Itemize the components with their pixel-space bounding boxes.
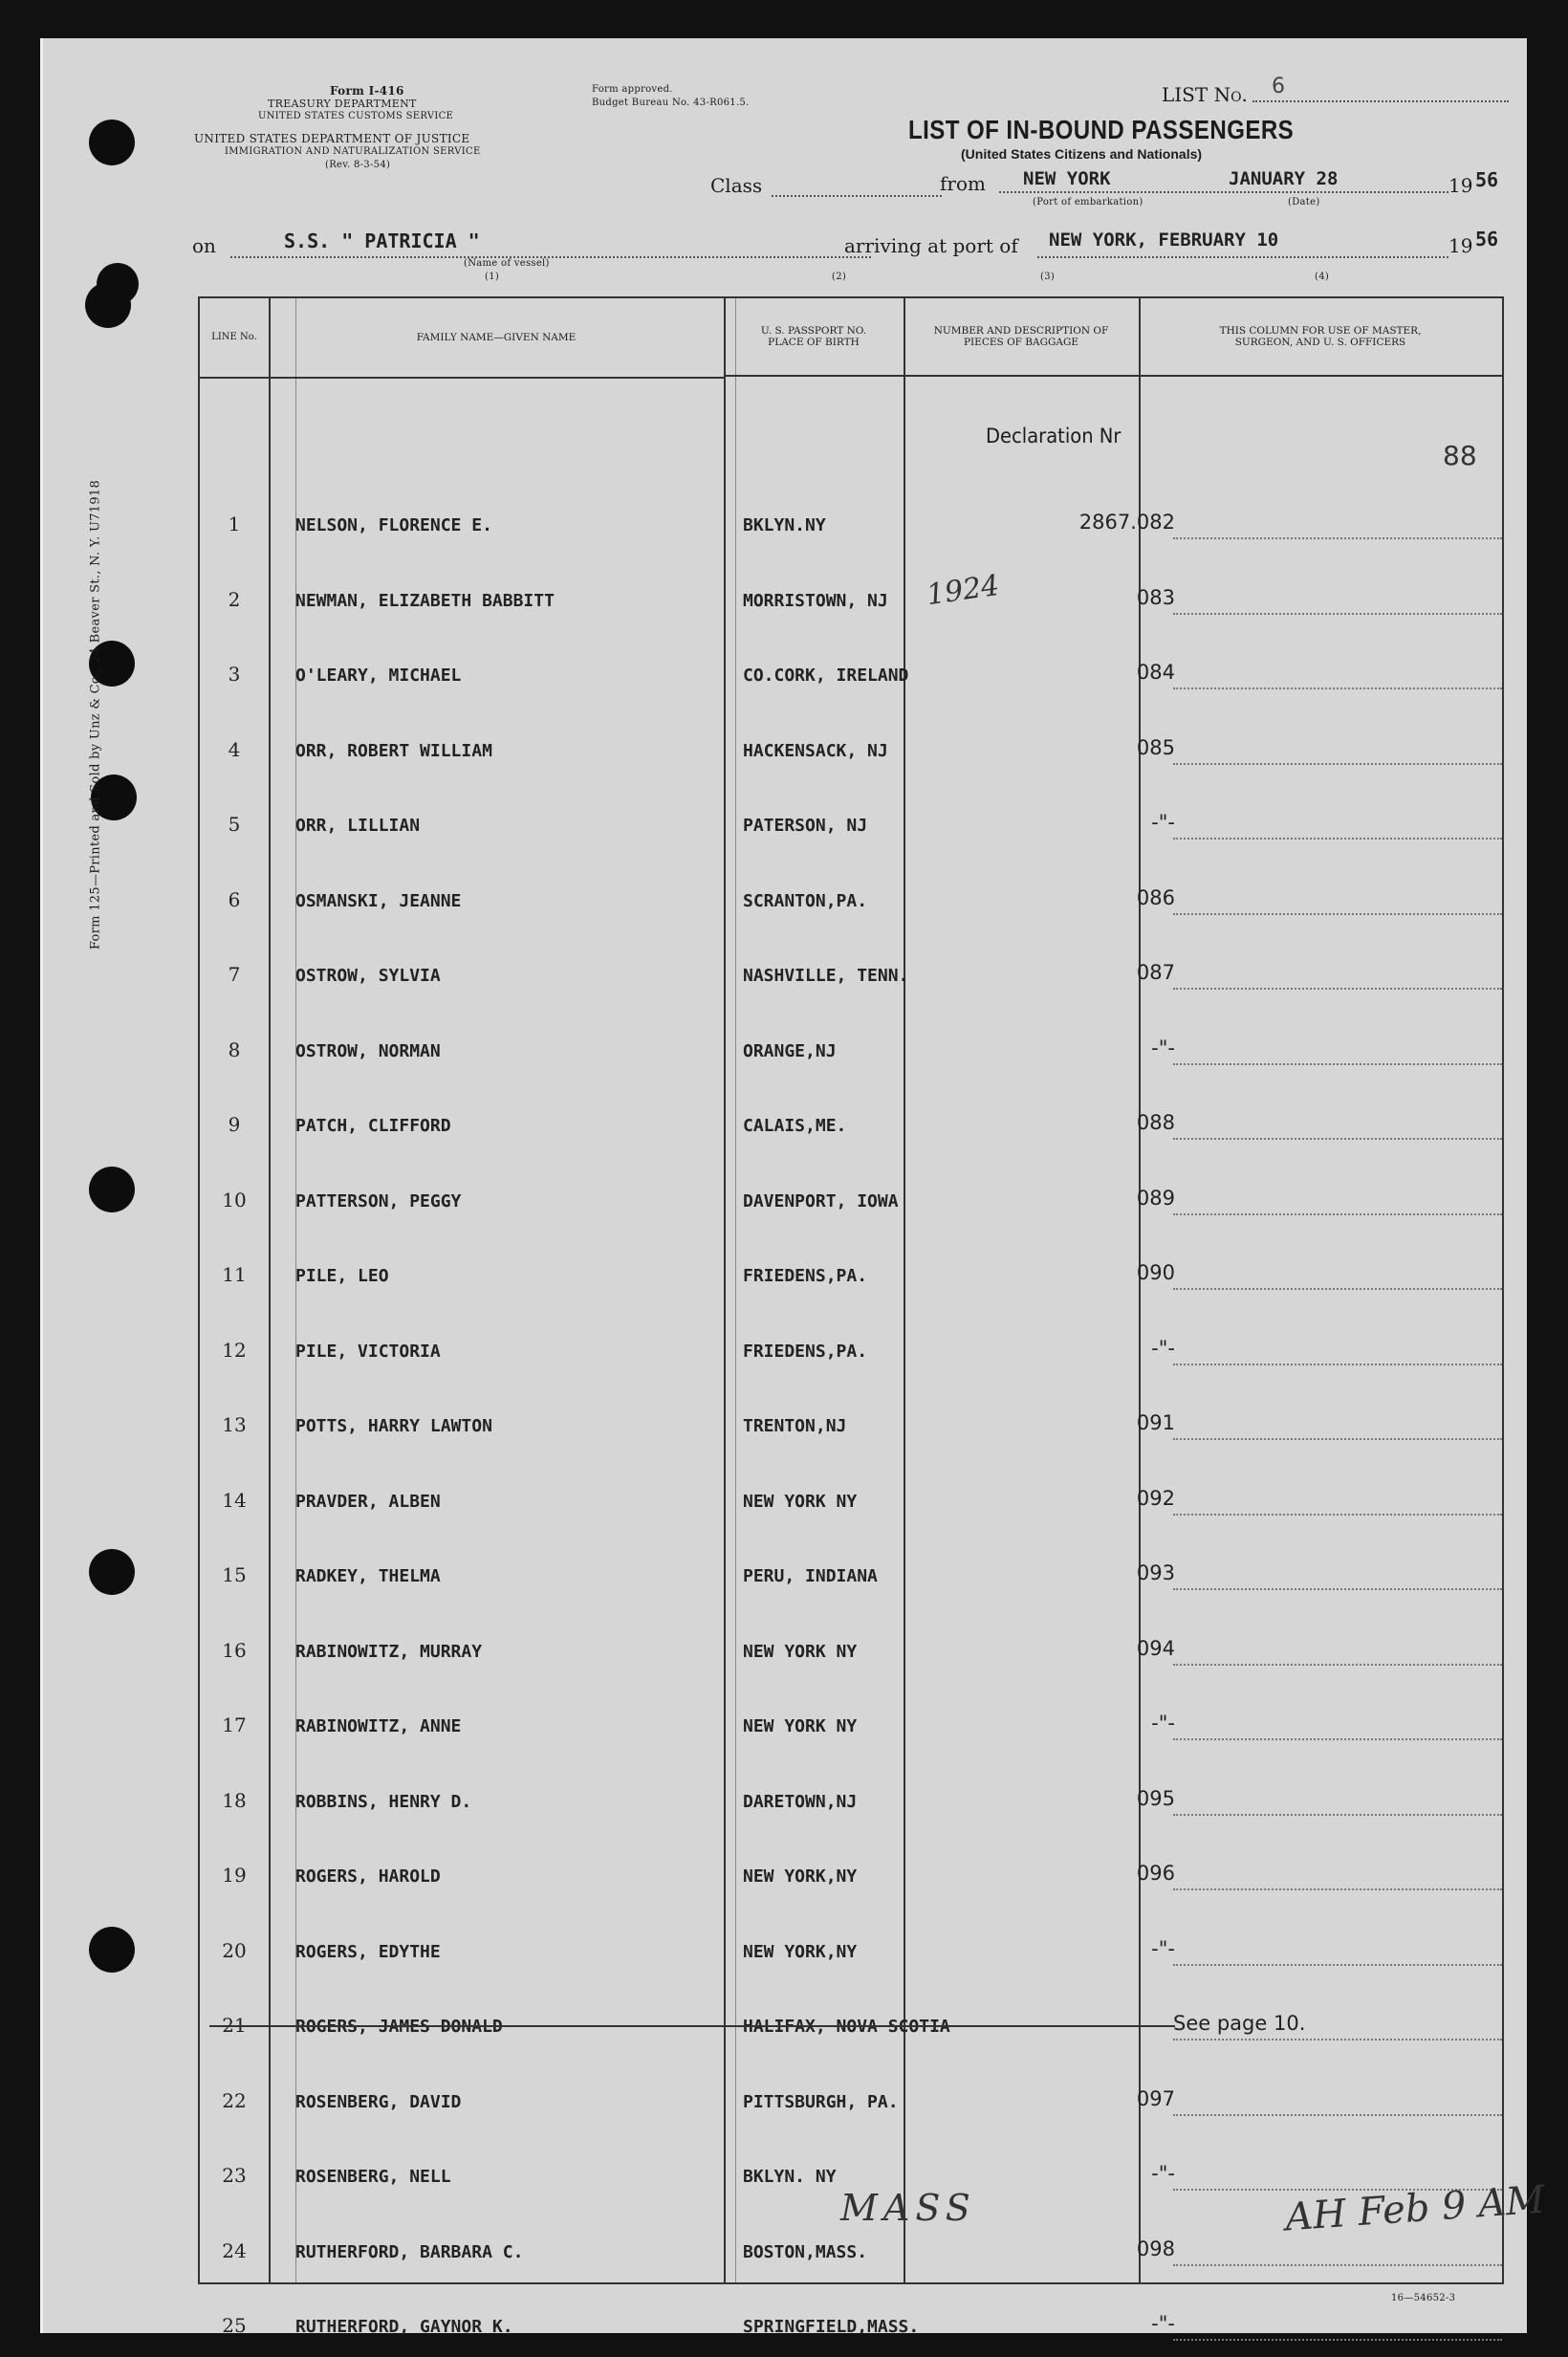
budget-bureau-no: Budget Bureau No. 43-R061.5. <box>592 98 750 108</box>
line-number: 3 <box>228 663 241 686</box>
class-label: Class <box>710 174 763 197</box>
row-dotted-line <box>1173 1138 1502 1140</box>
line-number: 18 <box>222 1788 247 1812</box>
table-row <box>200 1822 1502 1896</box>
baggage-number: 088 <box>1136 1111 1175 1134</box>
place-of-birth: SCRANTON,PA. <box>743 890 868 911</box>
baggage-number: -"- <box>1151 811 1175 834</box>
passenger-name: ROSENBERG, NELL <box>295 2167 451 2187</box>
passenger-name: ROBBINS, HENRY D. <box>295 1791 472 1812</box>
row-dotted-line <box>1173 1364 1502 1365</box>
passenger-name: POTTS, HARRY LAWTON <box>295 1416 492 1436</box>
table-row <box>200 1897 1502 1972</box>
passenger-name: RABINOWITZ, MURRAY <box>295 1641 483 1662</box>
place-of-birth: PATERSON, NJ <box>743 816 868 836</box>
passenger-name: ORR, ROBERT WILLIAM <box>295 740 492 761</box>
binder-hole <box>89 1167 135 1212</box>
line-number: 10 <box>222 1188 247 1211</box>
passenger-name: PILE, VICTORIA <box>295 1341 441 1362</box>
passenger-name: RUTHERFORD, BARBARA C. <box>295 2241 524 2262</box>
on-label: on <box>192 234 216 257</box>
place-of-birth: PITTSBURGH, PA. <box>743 2091 899 2112</box>
passenger-name: NEWMAN, ELIZABETH BABBITT <box>295 590 555 611</box>
officer-signature: AH Feb 9 AM <box>1283 2177 1547 2240</box>
row-dotted-line <box>1173 1814 1502 1816</box>
row-dotted-line <box>1173 838 1502 840</box>
place-of-birth: NEW YORK NY <box>743 1491 858 1512</box>
header-baggage: NUMBER AND DESCRIPTION OF PIECES OF BAGGAGE <box>904 298 1139 377</box>
row-dotted-line <box>1173 537 1502 539</box>
list-number-line <box>1252 100 1509 102</box>
list-number-label: LIST No. <box>1162 83 1248 106</box>
table-row <box>200 621 1502 695</box>
baggage-number: 094 <box>1136 1636 1175 1660</box>
passenger-name: OSTROW, NORMAN <box>295 1040 441 1061</box>
footer-code: 16—54652-3 <box>1391 2293 1456 2303</box>
passenger-name: OSMANSKI, JEANNE <box>295 890 462 911</box>
line-number: 19 <box>222 1864 247 1887</box>
header-passport: U. S. PASSPORT NO. PLACE OF BIRTH <box>724 298 904 377</box>
line-number: 21 <box>222 2014 247 2037</box>
header-name: FAMILY NAME—GIVEN NAME <box>269 298 724 379</box>
revision-date: (Rev. 8-3-54) <box>325 160 391 170</box>
row-dotted-line <box>1173 1964 1502 1966</box>
passenger-name: ROGERS, EDYTHE <box>295 1941 441 1962</box>
officer-note: See page 10. <box>1173 2012 1306 2035</box>
passenger-name: NELSON, FLORENCE E. <box>295 515 492 535</box>
line-number: 6 <box>228 887 241 911</box>
row-dotted-line <box>1173 1888 1502 1890</box>
place-of-birth: SPRINGFIELD,MASS. <box>743 2317 920 2337</box>
baggage-number: -"- <box>1151 2312 1175 2335</box>
binder-hole <box>89 120 135 165</box>
place-of-birth: DAVENPORT, IOWA <box>743 1190 899 1211</box>
place-of-birth: NEW YORK,NY <box>743 1941 858 1962</box>
table-row <box>200 1447 1502 1521</box>
binder-hole <box>97 263 139 305</box>
declaration-label: Declaration Nr <box>986 425 1122 447</box>
row-dotted-line <box>1173 988 1502 990</box>
row-dotted-line <box>1173 1738 1502 1740</box>
table-row <box>200 1297 1502 1371</box>
table-row <box>200 2047 1502 2122</box>
class-line <box>772 195 942 197</box>
date-caption: (Date) <box>1288 197 1320 207</box>
baggage-number: 096 <box>1136 1862 1175 1885</box>
place-of-birth: FRIEDENS,PA. <box>743 1266 868 1286</box>
table-row <box>200 1071 1502 1146</box>
place-of-birth: BOSTON,MASS. <box>743 2241 868 2262</box>
line-number: 23 <box>222 2164 247 2187</box>
vessel-line <box>230 256 871 258</box>
baggage-number: -"- <box>1151 1712 1175 1735</box>
treasury-dept: TREASURY DEPARTMENT <box>268 98 417 110</box>
row-dotted-line <box>1173 1514 1502 1516</box>
line-number: 2 <box>228 587 241 611</box>
baggage-number: 084 <box>1136 661 1175 684</box>
place-of-birth: FRIEDENS,PA. <box>743 1341 868 1362</box>
table-row <box>200 1671 1502 1746</box>
line-number: 5 <box>228 813 241 836</box>
row-dotted-line <box>1173 2039 1502 2041</box>
line-number: 12 <box>222 1338 247 1362</box>
approval-note: Form approved. <box>592 84 673 95</box>
table-row <box>200 921 1502 995</box>
passenger-name: ROSENBERG, DAVID <box>295 2091 462 2112</box>
table-row <box>200 1972 1502 2046</box>
line-number: 24 <box>222 2238 247 2262</box>
baggage-number: 095 <box>1136 1786 1175 1810</box>
table-row <box>200 696 1502 771</box>
place-of-birth: TRENTON,NJ <box>743 1416 847 1436</box>
place-of-birth: MORRISTOWN, NJ <box>743 590 888 611</box>
place-of-birth: CO.CORK, IRELAND <box>743 666 909 686</box>
table-row <box>200 1371 1502 1446</box>
table-row <box>200 1521 1502 1596</box>
embarkation-date: JANUARY 28 <box>1229 168 1339 189</box>
caption-1: (1) <box>485 272 500 282</box>
place-of-birth: ORANGE,NJ <box>743 1040 837 1061</box>
line-number: 13 <box>222 1413 247 1436</box>
baggage-number: 083 <box>1136 585 1175 609</box>
place-of-birth: HACKENSACK, NJ <box>743 740 888 761</box>
place-of-birth: PERU, INDIANA <box>743 1566 878 1586</box>
baggage-number: -"- <box>1151 1336 1175 1360</box>
place-of-birth: HALIFAX, NOVA SCOTIA <box>743 2017 950 2037</box>
caption-3: (3) <box>1040 272 1056 282</box>
passenger-name: PILE, LEO <box>295 1266 389 1286</box>
handwritten-year: 1924 <box>924 568 1002 613</box>
handwritten-mass: MASS <box>840 2187 976 2229</box>
table-row <box>200 846 1502 921</box>
passenger-name: PRAVDER, ALBEN <box>295 1491 441 1512</box>
line-number: 14 <box>222 1488 247 1512</box>
page-title: LIST OF IN-BOUND PASSENGERS <box>908 115 1295 144</box>
row-dotted-line <box>1173 687 1502 689</box>
line-number: 9 <box>228 1113 241 1136</box>
place-of-birth: NASHVILLE, TENN. <box>743 966 909 986</box>
line-number: 22 <box>222 2088 247 2112</box>
line-number: 15 <box>222 1563 247 1586</box>
header-line-no: LINE No. <box>200 298 269 379</box>
embarkation-year: 56 <box>1475 168 1499 191</box>
arrival-port-date: NEW YORK, FEBRUARY 10 <box>1049 229 1279 251</box>
caption-4: (4) <box>1315 272 1330 282</box>
row-dotted-line <box>1173 763 1502 765</box>
row-dotted-line <box>1173 913 1502 915</box>
table-row <box>200 1221 1502 1296</box>
place-of-birth: BKLYN.NY <box>743 515 826 535</box>
table-row <box>200 1597 1502 1671</box>
place-of-birth: NEW YORK NY <box>743 1716 858 1736</box>
row-dotted-line <box>1173 1288 1502 1290</box>
header-officers: THIS COLUMN FOR USE OF MASTER, SURGEON, AND U. S. OFFICERS <box>1139 298 1502 377</box>
passenger-name: PATCH, CLIFFORD <box>295 1116 451 1136</box>
baggage-number: 093 <box>1136 1561 1175 1584</box>
row-dotted-line <box>1173 1063 1502 1065</box>
caption-2: (2) <box>832 272 847 282</box>
baggage-number: 2867.082 <box>1078 511 1175 534</box>
table-row <box>200 546 1502 621</box>
row-dotted-line <box>1173 2264 1502 2266</box>
year-prefix: 19 <box>1448 174 1473 197</box>
ins-service: IMMIGRATION AND NATURALIZATION SERVICE <box>225 146 481 157</box>
baggage-number: 098 <box>1136 2237 1175 2260</box>
officer-note-88: 88 <box>1443 440 1477 471</box>
line-number: 25 <box>222 2314 247 2337</box>
passenger-name: RABINOWITZ, ANNE <box>295 1716 462 1736</box>
place-of-birth: NEW YORK NY <box>743 1641 858 1662</box>
form-number: Form I-416 <box>330 84 404 98</box>
row-dotted-line <box>1173 1664 1502 1666</box>
table-row <box>200 1747 1502 1822</box>
list-number: 6 <box>1272 75 1285 98</box>
table-row <box>200 771 1502 845</box>
baggage-number: 090 <box>1136 1261 1175 1284</box>
port-embarkation-caption: (Port of embarkation) <box>1033 197 1143 207</box>
line-number: 8 <box>228 1037 241 1061</box>
printer-note: Form 125—Printed and Sold by Unz & Co., 24 Beaver St., N. Y. U71918 <box>88 479 103 950</box>
justice-dept: UNITED STATES DEPARTMENT OF JUSTICE <box>194 132 470 145</box>
baggage-number: 087 <box>1136 961 1175 984</box>
from-label: from <box>940 172 986 195</box>
row-dotted-line <box>1173 1213 1502 1215</box>
vessel-caption: (Name of vessel) <box>464 258 550 269</box>
table-row <box>200 2122 1502 2196</box>
passenger-name: O'LEARY, MICHAEL <box>295 666 462 686</box>
row-dotted-line <box>1173 613 1502 615</box>
table-row <box>200 1146 1502 1221</box>
strikethrough-line <box>209 2025 1175 2027</box>
line-number: 20 <box>222 1938 247 1962</box>
line-number: 16 <box>222 1638 247 1662</box>
row-dotted-line <box>1173 1438 1502 1440</box>
from-line <box>999 191 1448 193</box>
baggage-number: 092 <box>1136 1486 1175 1510</box>
place-of-birth: NEW YORK,NY <box>743 1866 858 1887</box>
arrival-year: 56 <box>1475 228 1499 251</box>
passenger-name: ORR, LILLIAN <box>295 816 421 836</box>
vessel-name: S.S. " PATRICIA " <box>284 229 480 252</box>
document-page <box>40 38 1547 2337</box>
passenger-name: PATTERSON, PEGGY <box>295 1190 462 1211</box>
line-number: 1 <box>228 513 241 535</box>
page-subtitle: (United States Citizens and Nationals) <box>961 146 1203 162</box>
row-dotted-line <box>1173 1588 1502 1590</box>
table-row <box>200 996 1502 1071</box>
row-dotted-line <box>1173 2339 1502 2341</box>
baggage-number: 097 <box>1136 2086 1175 2110</box>
place-of-birth: DARETOWN,NJ <box>743 1791 858 1812</box>
line-number: 7 <box>228 963 241 986</box>
row-dotted-line <box>1173 2114 1502 2116</box>
baggage-number: -"- <box>1151 1036 1175 1059</box>
baggage-number: 085 <box>1136 735 1175 759</box>
passenger-name: ROGERS, HAROLD <box>295 1866 441 1887</box>
baggage-number: 089 <box>1136 1186 1175 1210</box>
passenger-name: RADKEY, THELMA <box>295 1566 441 1586</box>
place-of-birth: BKLYN. NY <box>743 2167 837 2187</box>
passenger-name: OSTROW, SYLVIA <box>295 966 441 986</box>
binder-hole <box>89 1927 135 1973</box>
table-row <box>200 2272 1502 2346</box>
line-number: 17 <box>222 1713 247 1736</box>
arrival-year-prefix: 19 <box>1448 234 1473 257</box>
embarkation-port: NEW YORK <box>1023 168 1111 189</box>
table-row <box>200 470 1502 545</box>
arriving-label: arriving at port of <box>844 234 1018 257</box>
arrival-line <box>1037 256 1448 258</box>
baggage-number: 091 <box>1136 1411 1175 1434</box>
line-number: 11 <box>222 1263 247 1286</box>
baggage-number: 086 <box>1136 885 1175 909</box>
customs-service: UNITED STATES CUSTOMS SERVICE <box>258 111 454 121</box>
baggage-number: -"- <box>1151 1936 1175 1960</box>
passenger-name: ROGERS, JAMES DONALD <box>295 2017 503 2037</box>
place-of-birth: CALAIS,ME. <box>743 1116 847 1136</box>
binder-hole <box>89 1549 135 1595</box>
baggage-number: -"- <box>1151 2162 1175 2185</box>
passenger-name: RUTHERFORD, GAYNOR K. <box>295 2317 513 2337</box>
line-number: 4 <box>228 737 241 761</box>
